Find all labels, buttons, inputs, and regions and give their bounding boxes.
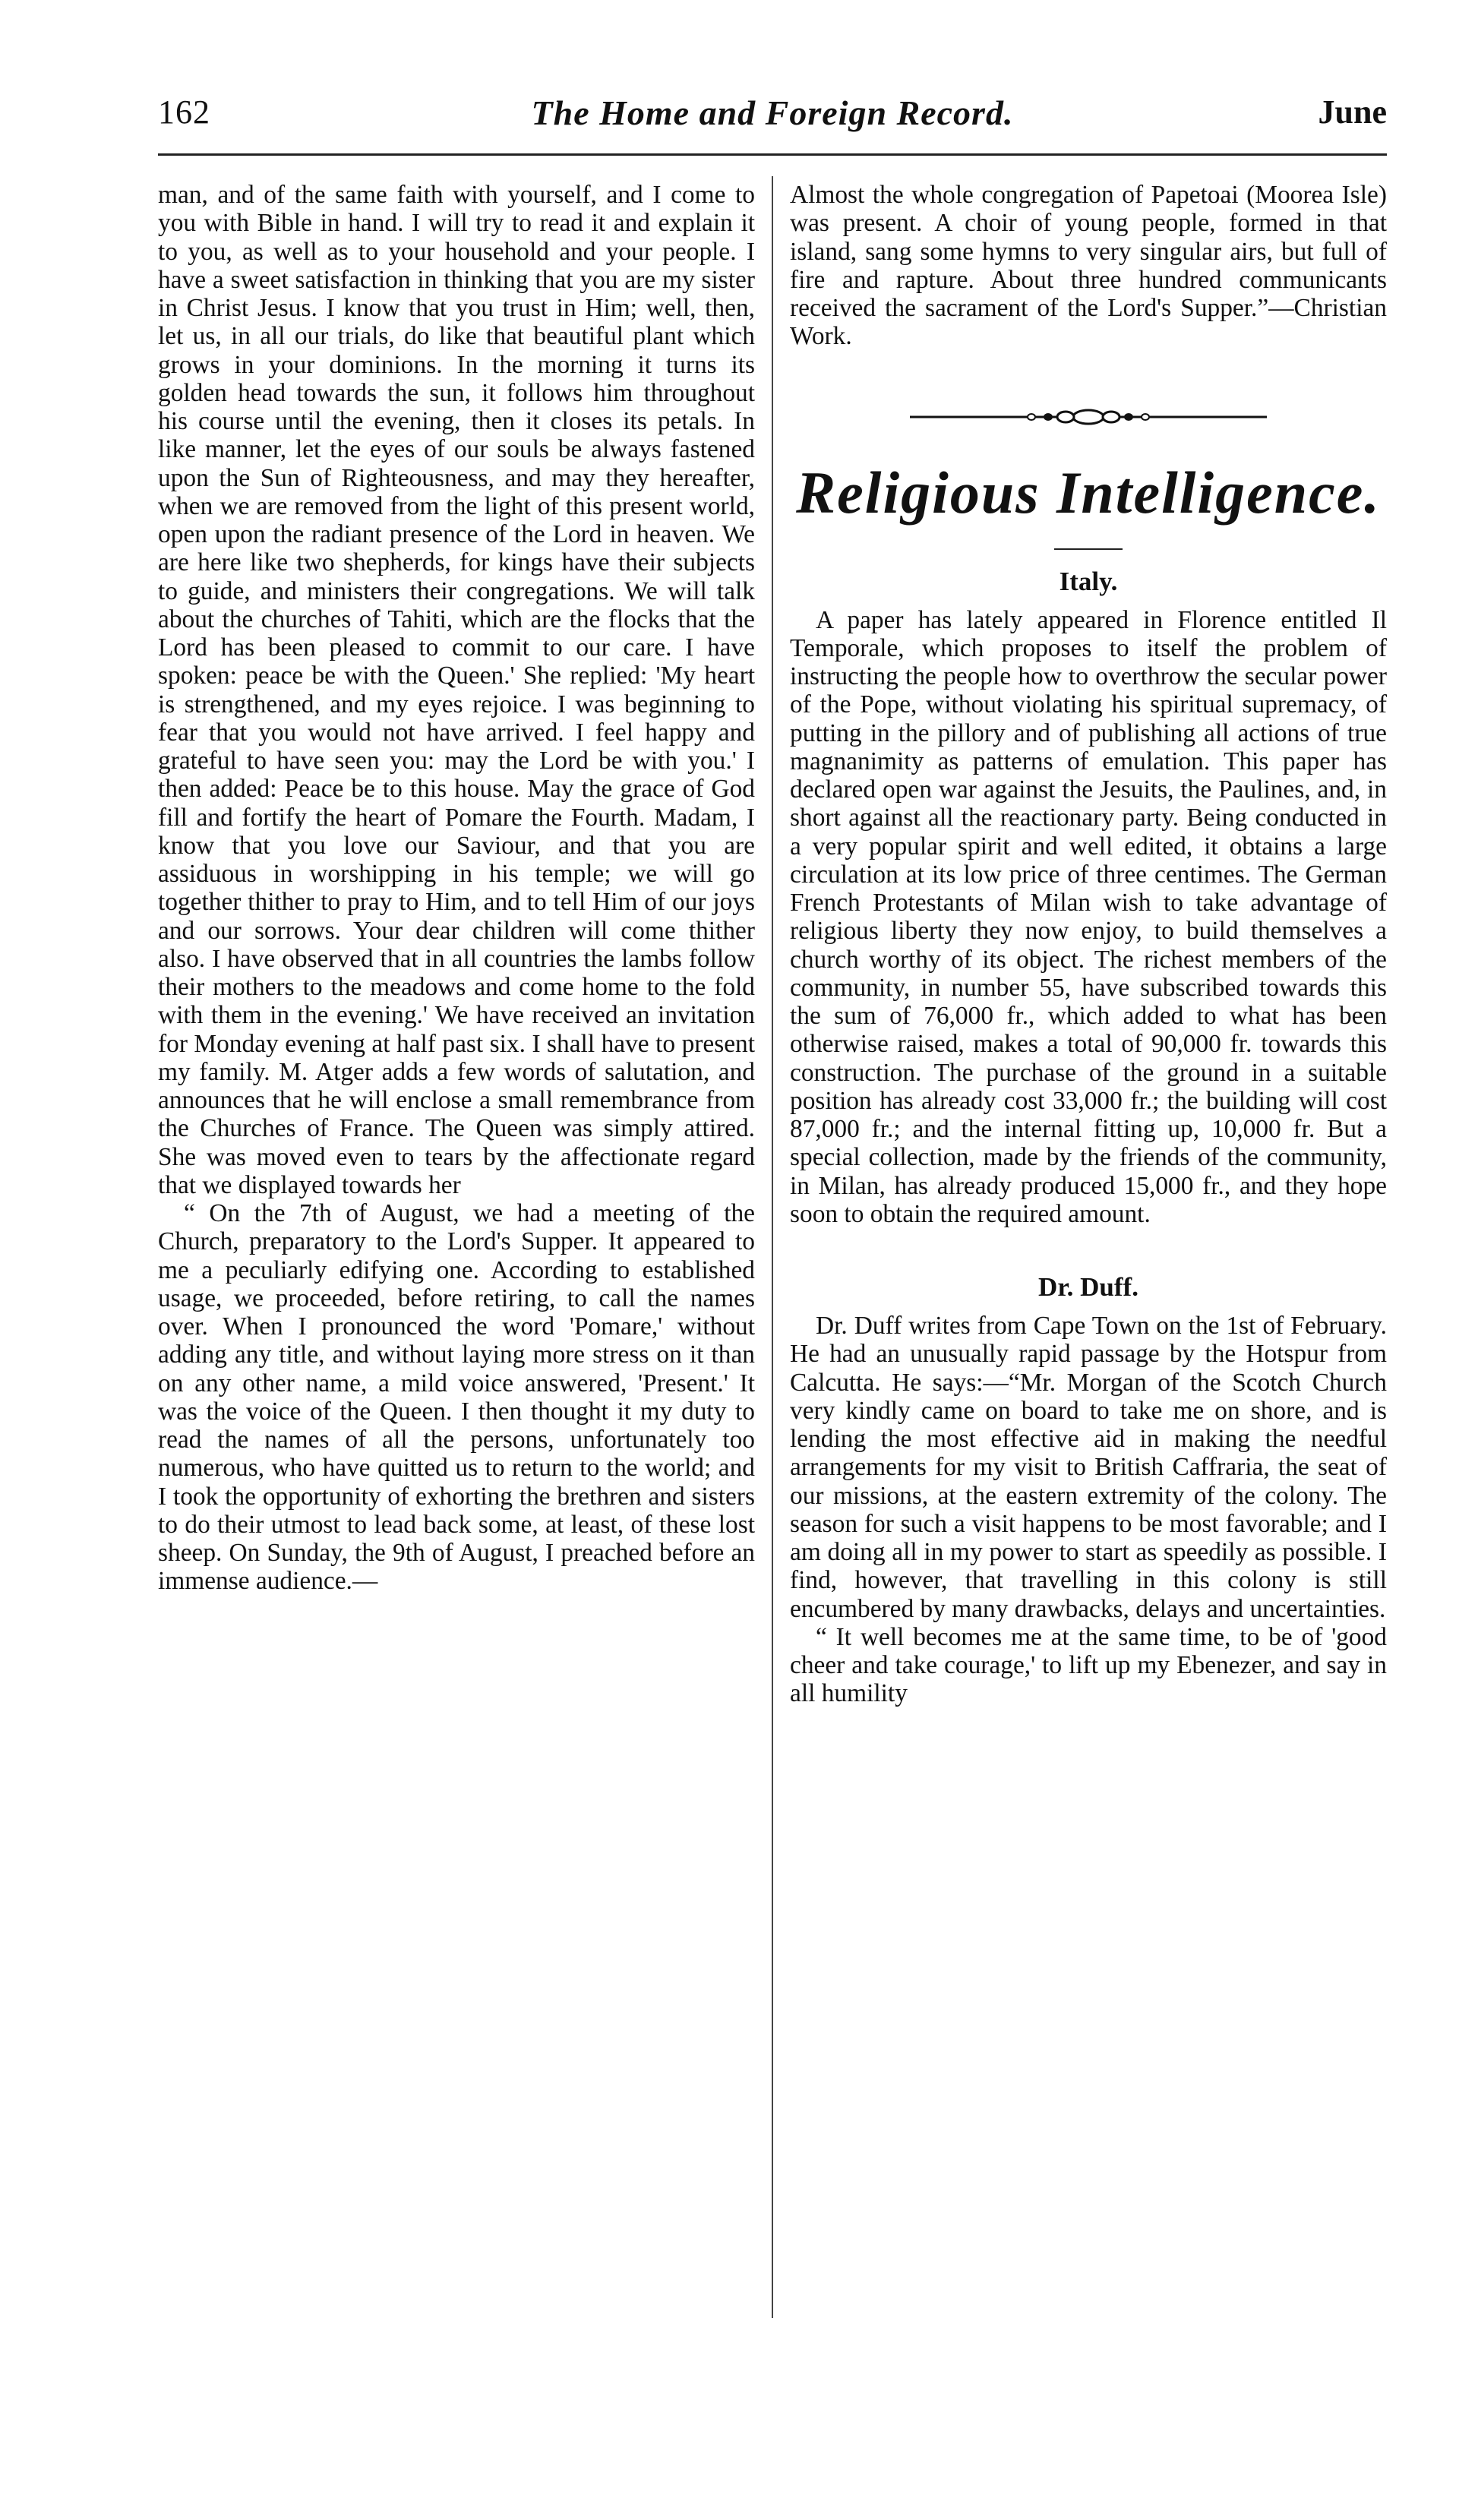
page-number: 162 <box>158 93 210 131</box>
italy-heading: Italy. <box>1059 566 1118 596</box>
left-paragraph-1: man, and of the same faith with yourself, and I come to you with Bible in hand. I will try to read it and explain it to you, as well as to your household and your people. I have a sweet satisfaction in thinking that you are my sister in Christ Jesus. I know that you trust in Him; well, then, let us, in all our trials, do like that beautiful plant which grows in your dominions. In the morning it turns its golden head towards the sun, it follows him throughout his course until the evening, then it closes its petals. In like manner, let the eyes of our souls be always fastened upon the Sun of Righteousness, and may they hereafter, when we are removed from the light of this present world, open upon the radiant presence of the Lord in heaven. We are here like two shepherds, for kings have their subjects to guide, and ministers their congregations. We will talk about the churches of Tahiti, which are the flocks that the Lord has been pleased to commit to our care. I have spoken: peace be with the Queen.' She replied: 'My heart is strengthened, and my eyes rejoice. I was beginning to fear that you would not have arrived. I feel happy and grateful to have seen you: may the Lord be with you.' I then added: Peace be to this house. May the grace of God fill and fortify the heart of Pomare the Fourth. Madam, I know that you love our Saviour, and that you are assiduous in worshipping in his temple; we will go together thither to pray to Him, and to tell Him of our joys and our sorrows. Your dear children will come thither also. I have observed that in all countries the lambs follow their mothers to the meadows and come home to the fold with them in the evening.' We have received an invitation for Monday evening at half past six. I shall have to present my family. M. Atger adds a few words of salutation, and announces that he will enclose a small remembrance from the Churches of France. The Queen was simply attired. She was moved even to tears by the affectionate regard that we displayed towards her <box>158 181 755 1199</box>
left-paragraph-2: “ On the 7th of August, we had a meeting of the Church, preparatory to the Lord's Supper. It appeared to me a peculiarly edifying one. According to established usage, we proceeded, before retiring, to call the names over. When I pronounced the word 'Pomare,' without adding any title, and without laying more stress on it than on any other name, a mild voice answered, 'Present.' It was the voice of the Queen. I then thought it my duty to read the names of all the persons, unfortunately too numerous, who have quitted us to return to the world; and I took the opportunity of exhorting the brethren and sisters to do their utmost to lead back some, at least, of these lost sheep. On Sunday, the 9th of August, I preached before an immense audience.— <box>158 1199 755 1596</box>
left-column <box>158 181 755 1596</box>
running-head <box>158 93 1387 146</box>
duff-heading: Dr. Duff. <box>1038 1272 1138 1302</box>
issue-month: June <box>1318 93 1387 131</box>
duff-paragraph-2: “ It well becomes me at the same time, to be of 'good cheer and take courage,' to lift up my Ebenezer, and say in all humility <box>790 1622 1387 1708</box>
heading-rule <box>1054 548 1123 550</box>
journal-title: The Home and Foreign Record. <box>531 93 1014 132</box>
duff-paragraph-1: Dr. Duff writes from Cape Town on the 1st of February. He had an unusually rapid passage by the Hotspur from Calcutta. He says:—“Mr. Morgan of the Scotch Church very kindly came on board to take me on shore, and is lending the most effective aid in making the needful arrangements for my visit to British Caffraria, the seat of our missions, at the eastern extremity of the colony. The season for such a visit happens to be most favorable; and I am doing all in my power to start as speedily as possible. I find, however, that travelling in this colony is still encumbered by many drawbacks, delays and uncertainties. <box>790 1312 1387 1623</box>
right-paragraph-1: Almost the whole congregation of Papetoai (Moorea Isle) was present. A choir of young people, formed in that island, sang some hymns to very singular airs, but full of fire and rapture. About three hundred communicants received the sacrament of the Lord's Supper.”—Christian Work. <box>790 181 1387 351</box>
column-divider <box>772 176 773 2318</box>
ornament-rule-icon <box>910 406 1267 428</box>
right-column <box>790 181 1387 1708</box>
header-rule <box>158 153 1387 156</box>
italy-paragraph: A paper has lately appeared in Florence entitled Il Temporale, which proposes to itself the problem of instructing the people how to overthrow the secular power of the Pope, without violating his spiritual supremacy, of putting in the pillory and of publishing all actions of true magnanimity as patterns of emulation. This paper has declared open war against the Jesuits, the Paulines, and, in short against all the reactionary party. Being conducted in a very popular spirit and well edited, it obtains a large circulation at its low price of three centimes. The German French Protestants of Milan wish to take advantage of religious liberty they now enjoy, to build themselves a church worthy of its object. The richest members of the community, in number 55, have subscribed towards this the sum of 76,000 fr., which added to what has been otherwise raised, makes a total of 90,000 fr. towards this construction. The purchase of the ground in a suitable position has already cost 33,000 fr.; the building will cost 87,000 fr.; and the internal fitting up, 10,000 fr. But a special collection, made by the friends of the community, in Milan, has already produced 15,000 fr., and they hope soon to obtain the required amount. <box>790 605 1387 1228</box>
section-spacer <box>790 1228 1387 1271</box>
section-heading: Religious Intelligence. <box>796 459 1381 526</box>
